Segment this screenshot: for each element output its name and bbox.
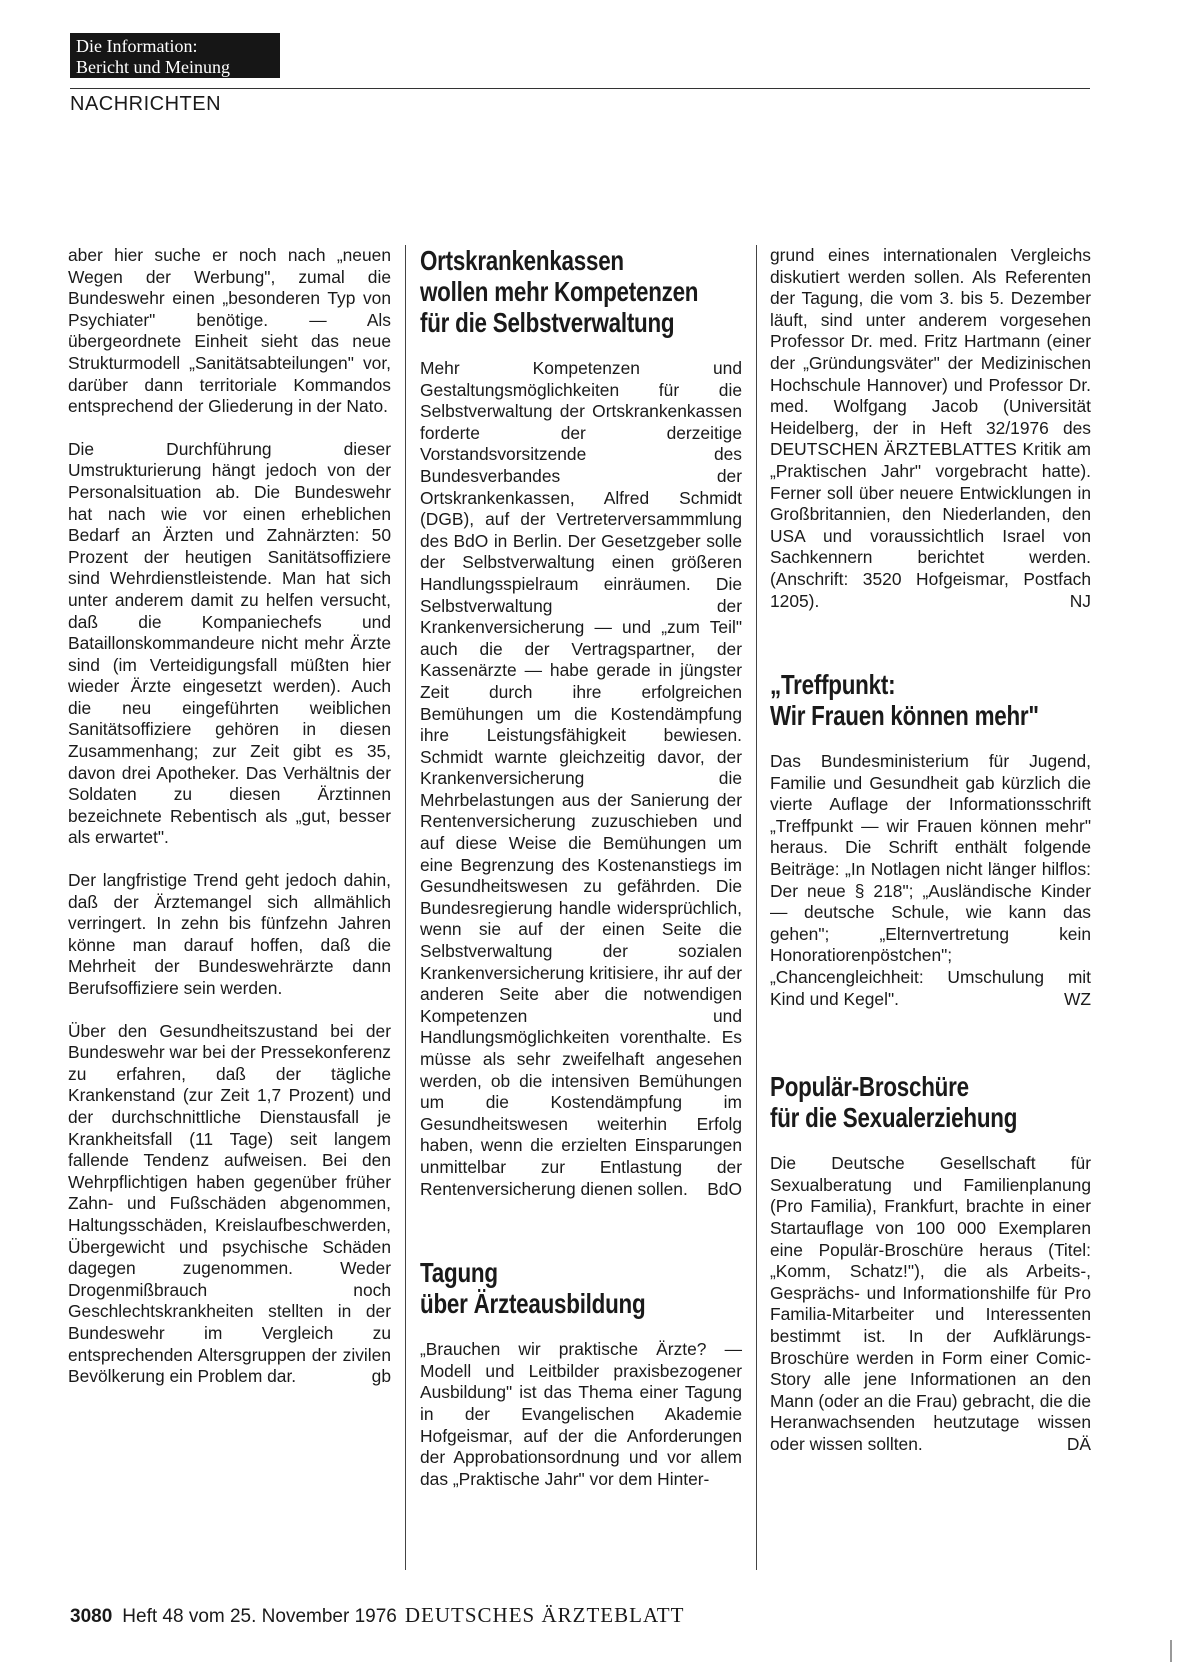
journal-name: DEUTSCHES ÄRZTEBLATT bbox=[404, 1603, 685, 1627]
author-initials: DÄ bbox=[1066, 1433, 1091, 1454]
author-initials: NJ bbox=[1069, 590, 1091, 611]
headline-line: für die Selbstverwaltung bbox=[420, 307, 675, 338]
article-body bbox=[420, 358, 742, 1200]
headline-line: für die Sexualerziehung bbox=[770, 1102, 1018, 1134]
page-footer bbox=[70, 1603, 684, 1628]
header-rule bbox=[70, 88, 1090, 89]
column-1 bbox=[68, 245, 391, 1388]
author-initials: gb bbox=[371, 1366, 391, 1387]
headline-line: Populär-Broschüre bbox=[770, 1071, 969, 1103]
page-number: 3080 bbox=[70, 1606, 113, 1627]
column-2 bbox=[420, 245, 742, 1490]
paragraph-text: Die Deutsche Gesellschaft für Sexualberatung und Familienplanung (Pro Familia), Frankfurt, brachte in einer Startauflage von 100 000 Exemplaren eine Populär-Broschüre heraus (Titel: „Komm, Schatz!"), die als Arbeits-, Gesprächs- und Informationshilfe für Pro Familia-Mitarbeiter und Interessenten bestimmt ist. In der Aufklärungs-Broschüre werden in Form einer Comic-Story alle jene Informationen an den Mann (oder an die Frau) gebracht, die die Heranwachsenden heutzutage wissen oder wissen sollten. bbox=[770, 1153, 1091, 1454]
scan-edge-mark bbox=[1170, 1640, 1172, 1662]
rubric-line-2: Bericht und Meinung bbox=[76, 57, 230, 77]
section-label: NACHRICHTEN bbox=[70, 93, 222, 115]
article-headline bbox=[420, 1257, 742, 1319]
rubric-badge bbox=[70, 33, 280, 78]
headline-line: über Ärzteausbildung bbox=[420, 1288, 646, 1320]
author-initials: WZ bbox=[1063, 988, 1091, 1009]
column-divider bbox=[756, 245, 757, 1570]
article-body bbox=[770, 1153, 1091, 1455]
column-3 bbox=[770, 245, 1091, 1456]
paragraph bbox=[68, 1021, 391, 1388]
article-headline bbox=[420, 245, 742, 338]
paragraph-text: Das Bundesministerium für Jugend, Familie und Gesundheit gab kürzlich die vierte Auflage der Informationsschrift „Treffpunkt — wir Frauen können mehr" heraus. Die Schrift enthält folgende Beiträge: „In Notlagen nicht länger hilflos: Der neue § 218"; „Ausländische Kinder — deutsche Schule, wie kann das gehen"; „Elternvertretung kein Honoratiorenpöstchen"; „Chancengleichheit: Umschulung mit Kind und Kegel". bbox=[770, 751, 1091, 1009]
article-body: „Brauchen wir praktische Ärzte? — Modell und Leitbilder praxisbezogener Ausbildung" ist das Thema einer Tagung in der Evangelischen Akademie Hofgeismar, auf der die Anforderungen der Approbationsordnung und vor allem das „Praktische Jahr" vor dem Hinter- bbox=[420, 1339, 742, 1489]
headline-line: wollen mehr Kompetenzen bbox=[420, 276, 699, 307]
rubric-line-1: Die Information: bbox=[76, 36, 198, 56]
author-initials: BdO bbox=[707, 1178, 742, 1199]
paragraph-text: Mehr Kompetenzen und Gestaltungsmöglichkeiten für die Selbstverwaltung der Ortskrankenkassen forderte der derzeitige Vorstandsvorsitzende des Bundesverbandes der Ortskrankenkassen, Alfred Schmidt (DGB), auf der Vertreterversammmlung des BdO in Berlin. Der Gesetzgeber solle der Selbstverwaltung einen größeren Handlungsspielraum einräumen. Die Selbstverwaltung der Krankenversicherung — und „zum Teil" auch die der Vertragspartner, der Kassenärzte — habe gerade in jüngster Zeit durch ihre erfolgreichen Bemühungen um die Kostendämpfung ihre Leistungsfähigkeit bewiesen. Schmidt warnte gleichzeitig davor, der Krankenversicherung die Mehrbelastungen aus der Sanierung der Rentenversicherung zuzuschieben und auf diese Weise die Bemühungen um eine Begrenzung des Kostenanstiegs im Gesundheitswesen zu gefährden. Die Bundesregierung handle widersprüchlich, wenn sie auf der einen Seite die Selbstverwaltung der sozialen Krankenversicherung kritisiere, ihr auf der anderen Seite aber die notwendigen Kompetenzen und Handlungsmöglichkeiten vorenthalte. Es müsse als sehr zweifelhaft angesehen werden, ob die intensiven Bemühungen um die Kostendämpfung im Gesundheitswesen weiterhin Erfolg haben, wenn die erzielten Einsparungen unmittelbar zur Entlastung der Rentenversicherung dienen sollen. bbox=[420, 358, 742, 1199]
paragraph: Der langfristige Trend geht jedoch dahin, daß der Ärztemangel sich allmählich verringert. In zehn bis fünfzehn Jahren könne man darauf hoffen, daß die Mehrheit der Bundeswehrärzte dann Berufsoffiziere sein werden. bbox=[68, 870, 391, 998]
headline-line: Tagung bbox=[420, 1257, 498, 1289]
headline-line: „Treffpunkt: bbox=[770, 669, 896, 701]
paragraph-text: grund eines internationalen Vergleichs diskutiert werden sollen. Als Referenten der Tagung, die vom 3. bis 5. Dezember läuft, sind unter anderem vorgesehen Professor Dr. med. Fritz Hartmann (einer der „Gründungsväter" der Medizinischen Hochschule Hannover) und Professor Dr. med. Wolfgang Jacob (Universität Heidelberg, der in Heft 32/1976 des DEUTSCHEN ÄRZTEBLATTES Kritik am „Praktischen Jahr" vorgebracht hatte). Ferner soll über neuere Entwicklungen in Großbritannien, den Niederlanden, den USA und voraussichtlich Israel von Sachkennern berichtet werden. (Anschrift: 3520 Hofgeismar, Postfach 1205). bbox=[770, 245, 1091, 611]
column-divider bbox=[405, 245, 406, 1570]
headline-line: Ortskrankenkassen bbox=[420, 245, 624, 276]
headline-line: Wir Frauen können mehr" bbox=[770, 700, 1039, 732]
article-body bbox=[770, 245, 1091, 612]
article-body bbox=[770, 751, 1091, 1010]
issue-info: Heft 48 vom 25. November 1976 bbox=[122, 1606, 397, 1627]
article-headline bbox=[770, 1071, 1091, 1133]
paragraph: aber hier suche er noch nach „neuen Wegen der Werbung", zumal die Bundeswehr einen „besonderen Typ von Psychiater" benötige. — Als übergeordnete Einheit sieht das neue Strukturmodell „Sanitätsabteilungen" vor, darüber dann territoriale Kommandos entsprechend der Gliederung in der Nato. bbox=[68, 245, 391, 417]
article-headline bbox=[770, 669, 1091, 731]
paragraph-text: Über den Gesundheitszustand bei der Bundeswehr war bei der Pressekonferenz zu erfahren, daß der tägliche Krankenstand (zur Zeit 1,7 Prozent) und der durchschnittliche Dienstausfall je Krankheitsfall (11 Tage) seit langem fallende Tendenz aufweisen. Bei den Wehrpflichtigen haben gegenüber früher Zahn- und Fußschäden abgenommen, Haltungsschäden, Kreislaufbeschwerden, Übergewicht und psychische Schäden dagegen zugenommen. Weder Drogenmißbrauch noch Geschlechtskrankheiten stellten in der Bundeswehr im Vergleich zu entsprechenden Altersgruppen der zivilen Bevölkerung ein Problem dar. bbox=[68, 1020, 391, 1387]
paragraph: Die Durchführung dieser Umstrukturierung hängt jedoch von der Personalsituation ab. Die Bundeswehr hat nach wie vor einen erheblichen Bedarf an Ärzten und Zahnärzten: 50 Prozent der heutigen Sanitätsoffiziere sind Wehrdienstleistende. Man hat sich unter anderem damit zu helfen versucht, daß die Kompaniechefs und Bataillonskommandeure nicht mehr Ärzte sind (im Verteidigungsfall müßten hier wieder Ärzte eingesetzt werden). Auch die neu eingeführten weiblichen Sanitätsoffiziere gehören in diesen Zusammenhang; zur Zeit gibt es 35, davon drei Apotheker. Das Verhältnis der Soldaten zu diesen Ärztinnen bezeichnete Rebentisch als „gut, besser als erwartet". bbox=[68, 438, 391, 848]
